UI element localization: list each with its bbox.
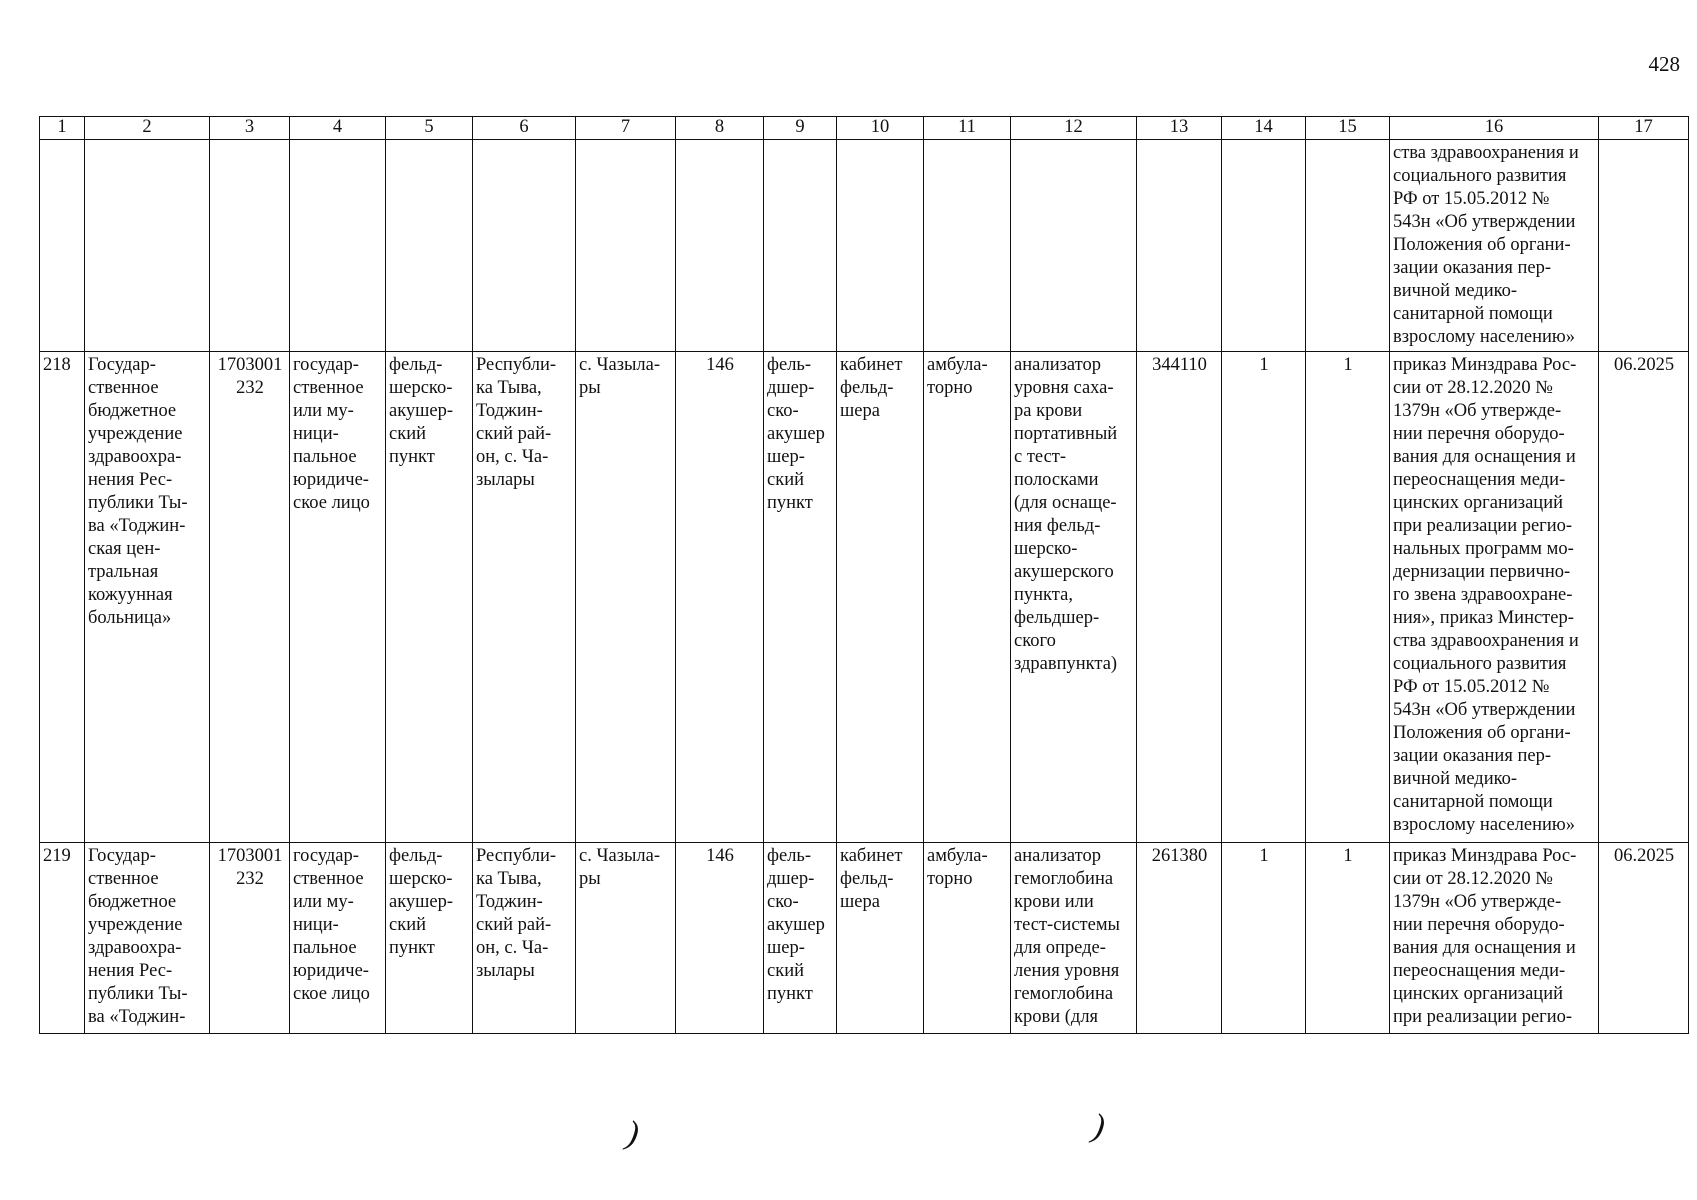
cell-room: кабинет фельд- шера: [837, 843, 924, 1034]
cell-quantity-planned: 1: [1306, 352, 1390, 843]
cell-legal-basis: приказ Минздрава Рос- сии от 28.12.2020 № 1379н «Об утвержде- нии перечня оборудо- вания для оснащения и переоснащения меди- цинских организаций при реализации регио- нальных программ мо- дернизации первично- го звена здравоохране- ния», приказ Минстер- ства здравоохранения и социального развития РФ от 15.05.2012 № 543н «Об утверждении Положения об органи- зации оказания пер- вичной медико- санитарной помощи взрослому населению»: [1390, 352, 1599, 843]
column-header: 3: [210, 117, 290, 140]
cell-price: 261380: [1137, 843, 1222, 1034]
column-number-row: [40, 117, 1689, 140]
column-header: 6: [473, 117, 576, 140]
column-header: 17: [1599, 117, 1689, 140]
cell-quantity: 1: [1222, 352, 1306, 843]
cell-legal-basis: ства здравоохранения и социального развития РФ от 15.05.2012 № 543н «Об утверждении Положения об органи- зации оказания пер- вичной медико- санитарной помощи взрослому населению»: [1390, 140, 1599, 352]
column-header: 12: [1011, 117, 1137, 140]
scan-artifact-mark: ): [1089, 1107, 1108, 1146]
cell-equipment: анализатор уровня саха- ра крови портативный с тест- полосками (для оснаще- ния фельд- шерско- акушерского пункта, фельдшер- ского здравпункта): [1011, 352, 1137, 843]
column-header: 2: [85, 117, 210, 140]
page-number: 428: [1648, 52, 1680, 76]
cell-legal-basis: приказ Минздрава Рос- сии от 28.12.2020 № 1379н «Об утвержде- нии перечня оборудо- вания для оснащения и переоснащения меди- цинских организаций при реализации регио-: [1390, 843, 1599, 1034]
cell-inn: 1703001 232: [210, 843, 290, 1034]
cell-settlement: с. Чазыла- ры: [576, 352, 676, 843]
table-row-continuation: [40, 140, 1689, 352]
cell-row-number: 218: [40, 352, 85, 843]
cell-institution: Государ- ственное бюджетное учреждение здравоохра- нения Рес- публики Ты- ва «Тоджин-: [85, 843, 210, 1034]
cell-address: Республи- ка Тыва, Тоджин- ский рай- он, с. Ча- зылары: [473, 352, 576, 843]
cell-population: 146: [676, 352, 764, 843]
column-header: 11: [924, 117, 1011, 140]
cell-equipment: анализатор гемоглобина крови или тест-системы для опреде- ления уровня гемоглобина крови (для: [1011, 843, 1137, 1034]
cell-price: 344110: [1137, 352, 1222, 843]
cell-settlement: с. Чазыла- ры: [576, 843, 676, 1034]
cell-quantity: 1: [1222, 843, 1306, 1034]
column-header: 14: [1222, 117, 1306, 140]
column-header: 13: [1137, 117, 1222, 140]
column-header: 15: [1306, 117, 1390, 140]
cell-department: фель- дшер- ско- акушер шер- ский пункт: [764, 843, 837, 1034]
cell-care-mode: амбула- торно: [924, 352, 1011, 843]
column-header: 4: [290, 117, 386, 140]
cell-room: кабинет фельд- шера: [837, 352, 924, 843]
cell-care-mode: амбула- торно: [924, 843, 1011, 1034]
column-header: 7: [576, 117, 676, 140]
column-header: 5: [386, 117, 473, 140]
scan-artifact-mark: ): [623, 1114, 642, 1153]
table-row: [40, 843, 1689, 1034]
equipment-table: [39, 116, 1689, 1034]
column-header: 1: [40, 117, 85, 140]
column-header: 16: [1390, 117, 1599, 140]
cell-legal-form: государ- ственное или му- ници- пальное юридиче- ское лицо: [290, 843, 386, 1034]
cell-inn: 1703001 232: [210, 352, 290, 843]
cell-deadline: 06.2025: [1599, 843, 1689, 1034]
column-header: 8: [676, 117, 764, 140]
cell-unit-type: фельд- шерско- акушер- ский пункт: [386, 352, 473, 843]
cell-unit-type: фельд- шерско- акушер- ский пункт: [386, 843, 473, 1034]
cell-legal-form: государ- ственное или му- ници- пальное юридиче- ское лицо: [290, 352, 386, 843]
cell-deadline: 06.2025: [1599, 352, 1689, 843]
table-row: [40, 352, 1689, 843]
cell-institution: Государ- ственное бюджетное учреждение здравоохра- нения Рес- публики Ты- ва «Тоджин- ская цен- тральная кожуунная больница»: [85, 352, 210, 843]
cell-address: Республи- ка Тыва, Тоджин- ский рай- он, с. Ча- зылары: [473, 843, 576, 1034]
column-header: 10: [837, 117, 924, 140]
column-header: 9: [764, 117, 837, 140]
cell-row-number: 219: [40, 843, 85, 1034]
cell-quantity-planned: 1: [1306, 843, 1390, 1034]
cell-department: фель- дшер- ско- акушер шер- ский пункт: [764, 352, 837, 843]
cell-population: 146: [676, 843, 764, 1034]
